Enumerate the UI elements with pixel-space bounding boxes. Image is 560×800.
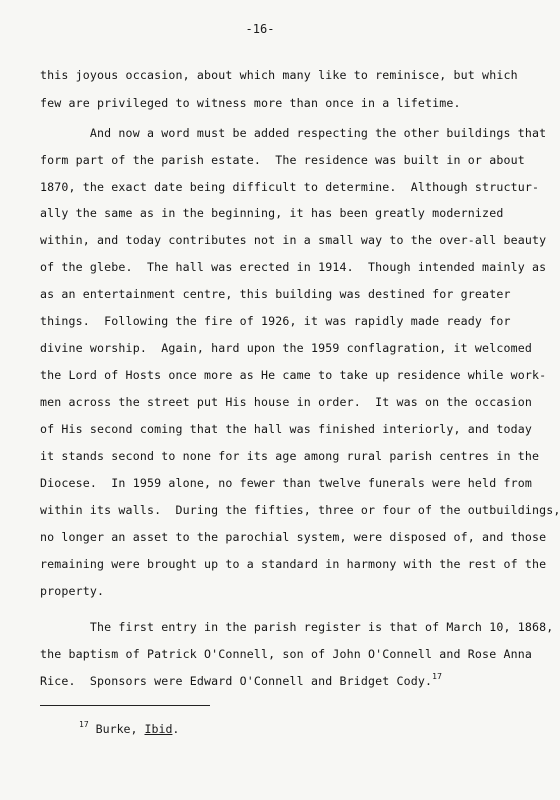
text-line: property. xyxy=(40,584,105,598)
text-line: form part of the parish estate. The residence was built in or about xyxy=(40,153,525,167)
text-line: of His second coming that the hall was finished interiorly, and today xyxy=(40,422,532,436)
text-line: as an entertainment centre, this building was destined for greater xyxy=(40,287,511,301)
footnote-reference: 17 xyxy=(432,672,443,681)
footnote-ibid: Ibid xyxy=(144,722,173,736)
page-number: -16- xyxy=(245,22,275,36)
text-line: Rice. Sponsors were Edward O'Connell and Bridget Cody. xyxy=(40,674,433,688)
text-line: ally the same as in the beginning, it has been greatly modernized xyxy=(40,206,504,220)
text-line: of the glebe. The hall was erected in 1914. Though intended mainly as xyxy=(40,260,547,274)
text-line: things. Following the fire of 1926, it was rapidly made ready for xyxy=(40,314,511,328)
text-line: Diocese. In 1959 alone, no fewer than twelve funerals were held from xyxy=(40,476,532,490)
text-line: within, and today contributes not in a small way to the over-all beauty xyxy=(40,233,547,247)
text-line: it stands second to none for its age among rural parish centres in the xyxy=(40,449,540,463)
text-line: few are privileged to witness more than once in a lifetime. xyxy=(40,96,461,110)
footnote-divider xyxy=(40,705,210,706)
text-line-with-footnote-ref xyxy=(40,674,442,688)
text-line: this joyous occasion, about which many like to reminisce, but which xyxy=(40,68,518,82)
text-line: And now a word must be added respecting the other buildings that xyxy=(40,126,547,140)
text-line: the Lord of Hosts once more as He came to take up residence while work- xyxy=(40,368,547,382)
text-line: within its walls. During the fifties, three or four of the outbuildings, xyxy=(40,503,560,517)
text-line: men across the street put His house in order. It was on the occasion xyxy=(40,395,532,409)
footnote-number: 17 xyxy=(79,720,89,729)
text-line: divine worship. Again, hard upon the 1959 conflagration, it welcomed xyxy=(40,341,532,355)
footnote: $^{17}$ Burke, Ibid. xyxy=(79,720,180,736)
text-line: no longer an asset to the parochial system, were disposed of, and those xyxy=(40,530,547,544)
text-line: remaining were brought up to a standard in harmony with the rest of the xyxy=(40,557,547,571)
footnote-text: Burke, xyxy=(95,722,145,736)
text-line: the baptism of Patrick O'Connell, son of John O'Connell and Rose Anna xyxy=(40,647,532,661)
text-line: The first entry in the parish register is that of March 10, 1868, xyxy=(40,620,554,634)
text-line: 1870, the exact date being difficult to determine. Although structur- xyxy=(40,180,540,194)
